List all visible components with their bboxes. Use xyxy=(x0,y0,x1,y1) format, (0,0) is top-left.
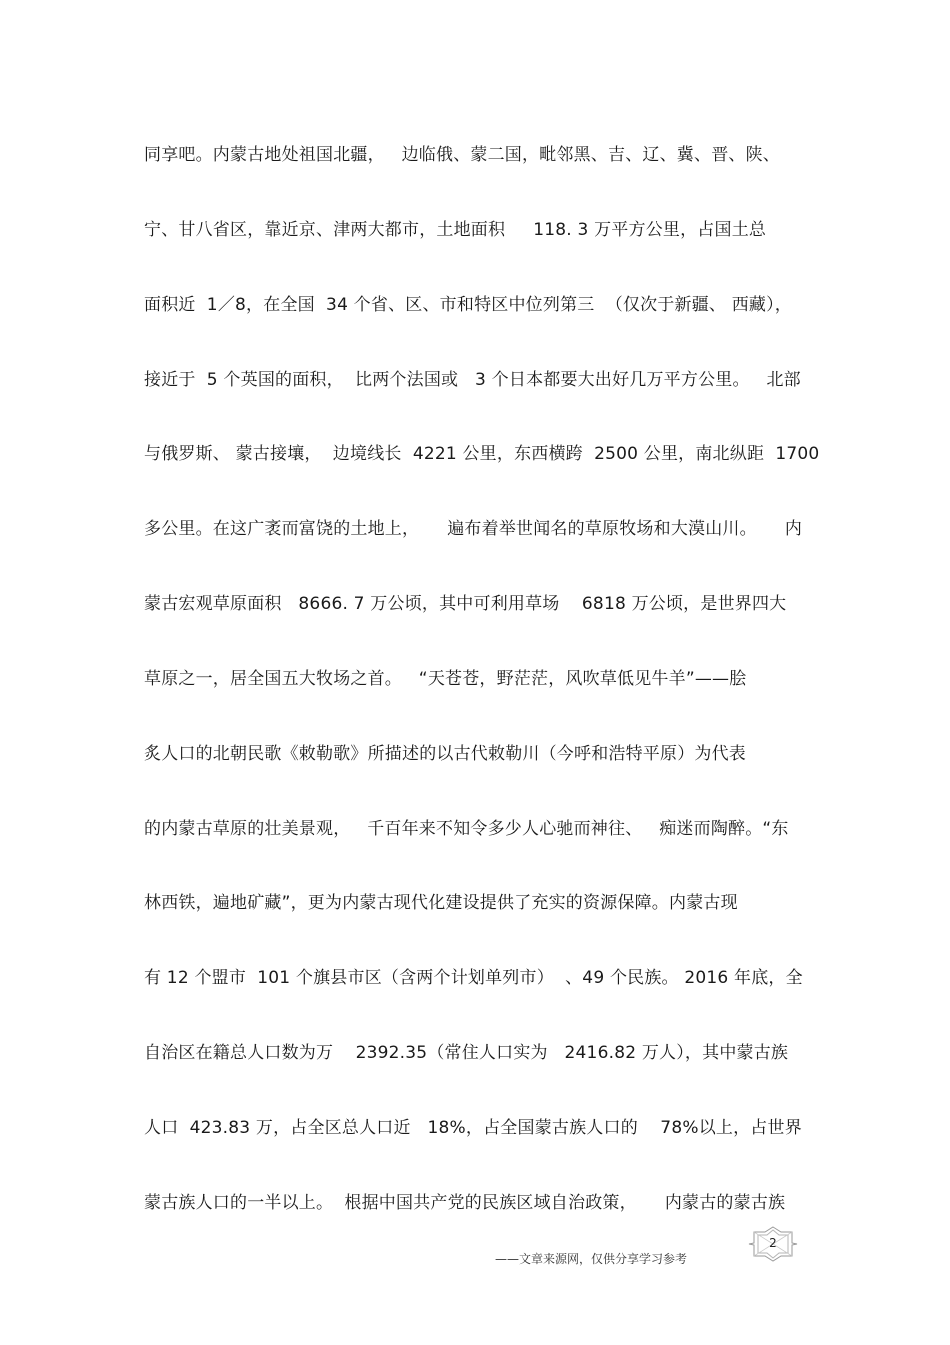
text-line-3: 面积近 1／8，在全国 34 个省、区、市和特区中位列第三 （仅次于新疆、 西藏）， xyxy=(144,295,792,315)
text-line-11: 林西铁，遍地矿藏”，更为内蒙古现代化建设提供了充实的资源保障。内蒙古现 xyxy=(144,893,738,913)
text-line-5: 与俄罗斯、 蒙古接壤， 边境线长 4221 公里，东西横跨 2500 公里，南北纵距 1700 xyxy=(144,444,820,464)
text-line-9: 炙人口的北朝民歌《敕勒歌》所描述的以古代敕勒川（今呼和浩特平原）为代表 xyxy=(144,744,746,764)
text-line-8: 草原之一，居全国五大牧场之首。 “天苍苍，野茫茫，风吹草低见牛羊”——脍 xyxy=(144,669,747,689)
text-line-12: 有 12 个盟市 101 个旗县市区（含两个计划单列市） 、49 个民族。 2016 年底，全 xyxy=(144,968,803,988)
text-line-1: 同享吧。内蒙古地处祖国北疆， 边临俄、蒙二国，毗邻黑、吉、辽、冀、晋、陕、 xyxy=(144,145,781,165)
text-line-6: 多公里。在这广袤而富饶的土地上， 遍布着举世闻名的草原牧场和大漠山川。 内 xyxy=(144,519,803,539)
text-line-13: 自治区在籍总人口数为万 2392.35（常住人口实为 2416.82 万人），其中蒙古族 xyxy=(144,1043,789,1063)
text-line-2: 宁、甘八省区，靠近京、津两大都市，土地面积 118. 3 万平方公里，占国土总 xyxy=(144,220,767,240)
page-number-badge xyxy=(748,1226,798,1262)
page-number: 2 xyxy=(769,1236,777,1250)
text-line-4: 接近于 5 个英国的面积， 比两个法国或 3 个日本都要大出好几万平方公里。 北部 xyxy=(144,370,801,390)
text-line-7: 蒙古宏观草原面积 8666. 7 万公顷，其中可利用草场 6818 万公顷，是世界四大 xyxy=(144,594,787,614)
text-line-14: 人口 423.83 万，占全区总人口近 18%，占全国蒙古族人口的 78%以上，占世界 xyxy=(144,1118,802,1138)
text-line-15: 蒙古族人口的一半以上。 根据中国共产党的民族区域自治政策， 内蒙古的蒙古族 xyxy=(144,1193,786,1213)
source-note: ——文章来源网，仅供分享学习参考 xyxy=(495,1252,688,1266)
text-line-10: 的内蒙古草原的壮美景观， 千百年来不知令多少人心驰而神往、 痴迷而陶醉。“东 xyxy=(144,819,789,839)
